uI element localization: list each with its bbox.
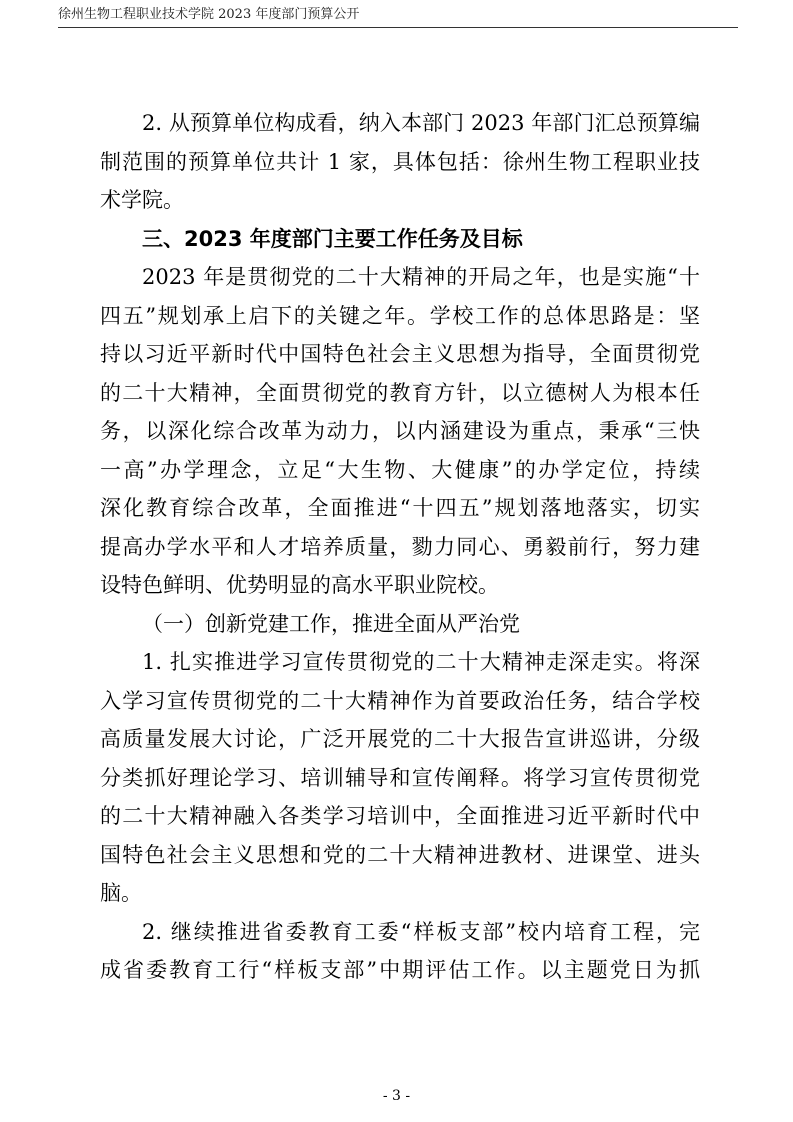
text-line: 设特色鲜明、优势明显的高水平职业院校。 bbox=[100, 573, 499, 597]
text-line: 2023 年是贯彻党的二十大精神的开局之年，也是实施“十 bbox=[142, 265, 700, 289]
section-heading: 三、2023 年度部门主要工作任务及目标 bbox=[142, 226, 523, 251]
text-line: 分类抓好理论学习、培训辅导和宣传阐释。将学习宣传贯彻党 bbox=[100, 765, 700, 790]
text-line: 提高办学水平和人才培养质量，勠力同心、勇毅前行，努力建 bbox=[100, 534, 700, 559]
text-line: 的二十大精神，全面贯彻党的教育方针，以立德树人为根本任 bbox=[100, 380, 700, 405]
page-number: - 3 - bbox=[382, 1088, 411, 1104]
text-line: 脑。 bbox=[100, 881, 142, 905]
text-line: 制范围的预算单位共计 1 家，具体包括：徐州生物工程职业技 bbox=[100, 149, 700, 174]
text-line: 入学习宣传贯彻党的二十大精神作为首要政治任务，结合学校 bbox=[100, 688, 700, 713]
text-line: 成省委教育工行“样板支部”中期评估工作。以主题党日为抓 bbox=[100, 958, 700, 982]
text-line: 四五”规划承上启下的关键之年。学校工作的总体思路是：坚 bbox=[100, 303, 700, 328]
text-line: 高质量发展大讨论，广泛开展党的二十大报告宣讲巡讲，分级 bbox=[100, 727, 700, 751]
text-line: 务，以深化综合改革为动力，以内涵建设为重点，秉承“三快 bbox=[100, 419, 700, 443]
text-line: 持以习近平新时代中国特色社会主义思想为指导，全面贯彻党 bbox=[100, 342, 700, 366]
text-line: 一高”办学理念，立足“大生物、大健康”的办学定位，持续 bbox=[100, 457, 700, 482]
text-line: 术学院。 bbox=[100, 188, 184, 212]
page-header: 徐州生物工程职业技术学院 2023 年度部门预算公开 bbox=[58, 6, 738, 28]
text-line: 的二十大精神融入各类学习培训中，全面推进习近平新时代中 bbox=[100, 804, 700, 828]
text-line: 1. 扎实推进学习宣传贯彻党的二十大精神走深走实。将深 bbox=[142, 650, 700, 674]
document-body bbox=[100, 104, 700, 990]
text-line: 国特色社会主义思想和党的二十大精神进教材、进课堂、进头 bbox=[100, 842, 700, 867]
text-line: 2. 从预算单位构成看，纳入本部门 2023 年部门汇总预算编 bbox=[142, 111, 700, 135]
subsection-heading: （一）创新党建工作，推进全面从严治党 bbox=[142, 611, 520, 636]
text-line: 2. 继续推进省委教育工委“样板支部”校内培育工程，完 bbox=[142, 919, 700, 944]
text-line: 深化教育综合改革，全面推进“十四五”规划落地落实，切实 bbox=[100, 496, 700, 520]
